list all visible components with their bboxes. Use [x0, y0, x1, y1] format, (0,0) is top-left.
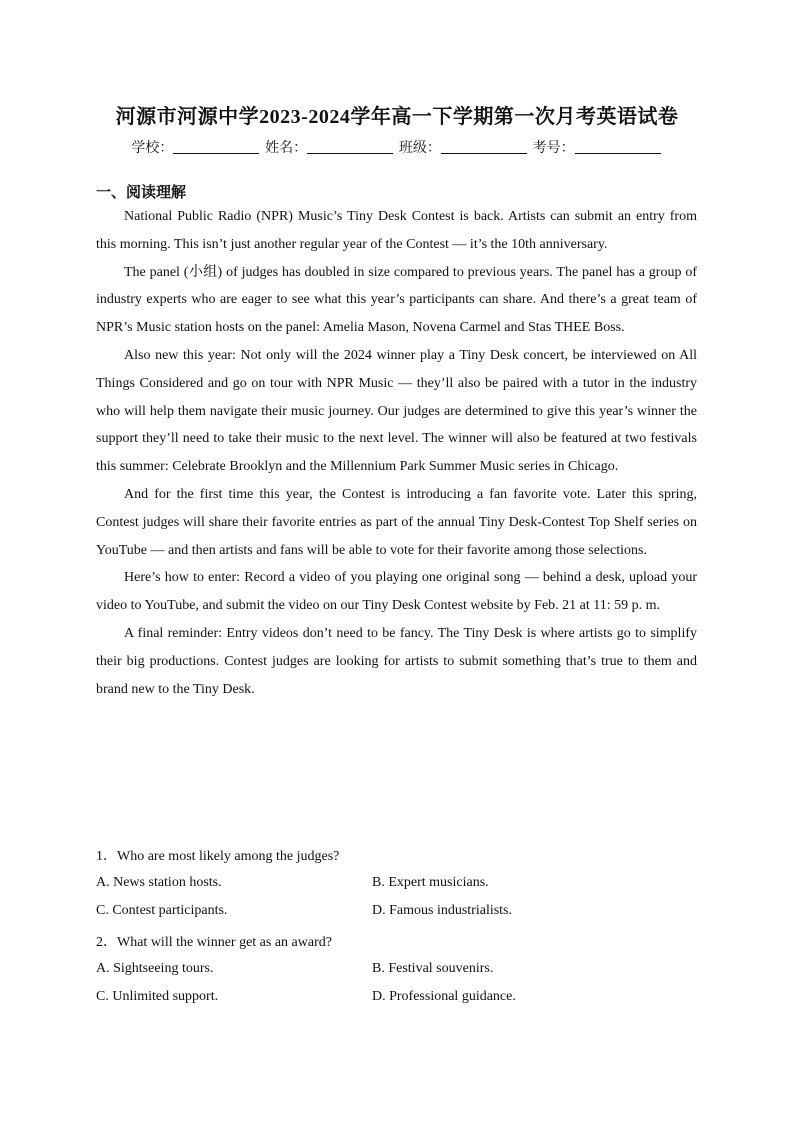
- passage-paragraph: National Public Radio (NPR) Music’s Tiny Desk Contest is back. Artists can submit an entry from this morning. This isn’t just another regular year of the Contest — it’s the 10th anniversary.: [96, 209, 697, 252]
- student-info-line: [0, 137, 794, 157]
- school-label: 学校：: [131, 140, 174, 156]
- passage-paragraph: And for the first time this year, the Contest is introducing a fan favorite vote. Later this spring, Contest judges will share their favorite entries as part of the annual Tiny Desk-Contest Top Shelf series on YouTube — and then artists and fans will be able to vote for their favorite among those selections.: [96, 486, 697, 558]
- question-1-stem: 1．Who are most likely among the judges?: [96, 849, 340, 864]
- exam-title: 河源市河源中学2023-2024学年高一下学期第一次月考英语试卷: [115, 106, 679, 128]
- passage-paragraph: The panel (小组) of judges has doubled in size compared to previous years. The panel has a group of industry experts who are eager to see what this year’s participants can share. And there’s a great team of NPR’s Music station hosts on the panel: Amelia Mason, Novena Carmel and Stas THEE Boss.: [96, 264, 697, 336]
- section-title: 一、阅读理解: [96, 183, 187, 201]
- class-label: 班级：: [398, 140, 441, 156]
- question-2-stem: 2．What will the winner get as an award?: [96, 935, 332, 950]
- question-2-option-c: C. Unlimited support.: [96, 989, 219, 1004]
- question-2-option-a: A. Sightseeing tours.: [96, 961, 214, 976]
- passage-paragraph: Here’s how to enter: Record a video of you playing one original song — behind a desk, upload your video to YouTube, and submit the video on our Tiny Desk Contest website by Feb. 21 at 11: 59 p. m.: [96, 570, 697, 614]
- class-blank: [441, 139, 527, 154]
- passage-paragraph: A final reminder: Entry videos don’t need to be fancy. The Tiny Desk is where artists go to simplify their big productions. Contest judges are looking for artists to submit something that’s true to them and brand new to the Tiny Desk.: [96, 625, 697, 697]
- question-1-option-b: B. Expert musicians.: [372, 875, 489, 890]
- name-label: 姓名：: [265, 140, 308, 156]
- question-1-option-a: A. News station hosts.: [96, 875, 222, 890]
- id-label: 考号：: [532, 140, 575, 156]
- question-2-option-b: B. Festival souvenirs.: [372, 961, 494, 976]
- question-2-option-d: D. Professional guidance.: [372, 989, 516, 1004]
- name-blank: [307, 139, 393, 154]
- question-1-option-d: D. Famous industrialists.: [372, 903, 513, 918]
- question-1-option-c: C. Contest participants.: [96, 903, 228, 918]
- reading-passage: [96, 203, 697, 703]
- school-blank: [173, 139, 259, 154]
- passage-paragraph: Also new this year: Not only will the 2024 winner play a Tiny Desk concert, be interviewed on All Things Considered and go on tour with NPR Music — they’ll also be paired with a tutor in the industry who will help them navigate their music journey. Our judges are determined to give this year’s winner the support they’ll need to take their music to the next level. The winner will also be featured at two festivals this summer: Celebrate Brooklyn and the Millennium Park Summer Music series in Chicago.: [96, 347, 697, 475]
- id-blank: [575, 139, 661, 154]
